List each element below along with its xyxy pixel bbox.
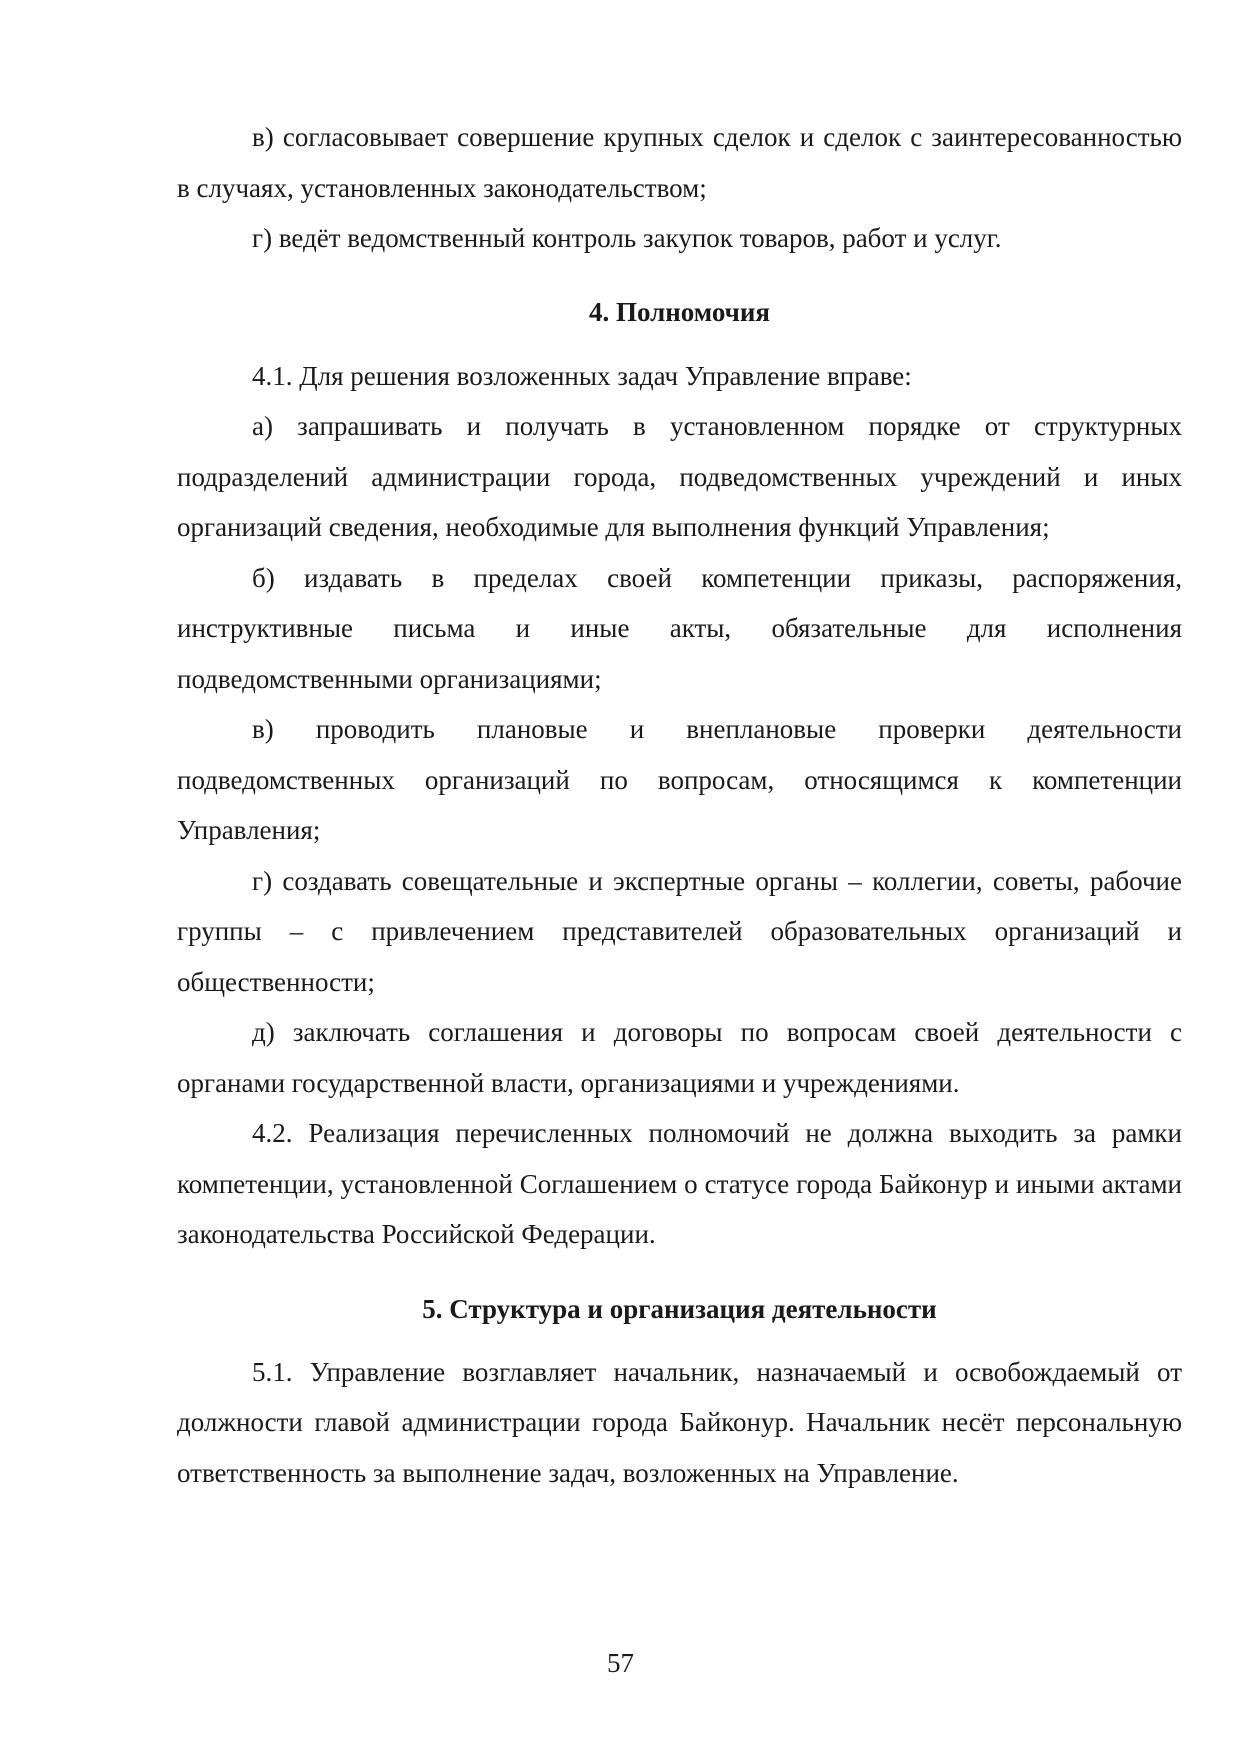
paragraph-4-1-a: а) запрашивать и получать в установленном порядке от структурных подразделений администрации города, подведомственных учреждений и иных организаций сведения, необходимые для выполнения функций Управления; bbox=[177, 411, 1182, 542]
paragraph-5-1: 5.1. Управление возглавляет начальник, назначаемый и освобождаемый от должности главой администрации города Байконур. Начальник несёт персональную ответственность за выполнение задач, возложенных на Управление. bbox=[177, 1356, 1182, 1488]
paragraph-4-1: 4.1. Для решения возложенных задач Управление вправе: bbox=[252, 360, 912, 391]
paragraph-4-2: 4.2. Реализация перечисленных полномочий не должна выходить за рамки компетенции, установленной Соглашением о статусе города Байконур и иными актами законодательства Российской Федерации. bbox=[177, 1118, 1182, 1249]
paragraph-4-1-d: д) заключать соглашения и договоры по вопросам своей деятельности с органами государственной власти, организациями и учреждениями. bbox=[177, 1017, 1182, 1098]
paragraph-4-1-g: г) создавать совещательные и экспертные органы – коллегии, советы, рабочие группы – с привлечением представителей образовательных организаций и общественности; bbox=[177, 865, 1182, 997]
section-4-heading: 4. Полномочия bbox=[588, 296, 771, 327]
paragraph-4-1-b: б) издавать в пределах своей компетенции приказы, распоряжения, инструктивные письма и иные акты, обязательные для исполнения подведомственными организациями; bbox=[177, 562, 1182, 694]
document-page bbox=[177, 112, 1182, 1498]
section-5-heading: 5. Структура и организация деятельности bbox=[422, 1293, 937, 1324]
paragraph-4-1-v: в) проводить плановые и внеплановые проверки деятельности подведомственных организаций по вопросам, относящимся к компетенции Управления; bbox=[177, 714, 1182, 845]
paragraph-v-approval: в) согласовывает совершение крупных сделок и сделок с заинтересованностью в случаях, установленных законодательством; bbox=[177, 122, 1182, 203]
paragraph-g-procurement-control: г) ведёт ведомственный контроль закупок товаров, работ и услуг. bbox=[252, 223, 1002, 253]
page-number: 57 bbox=[607, 1648, 634, 1678]
